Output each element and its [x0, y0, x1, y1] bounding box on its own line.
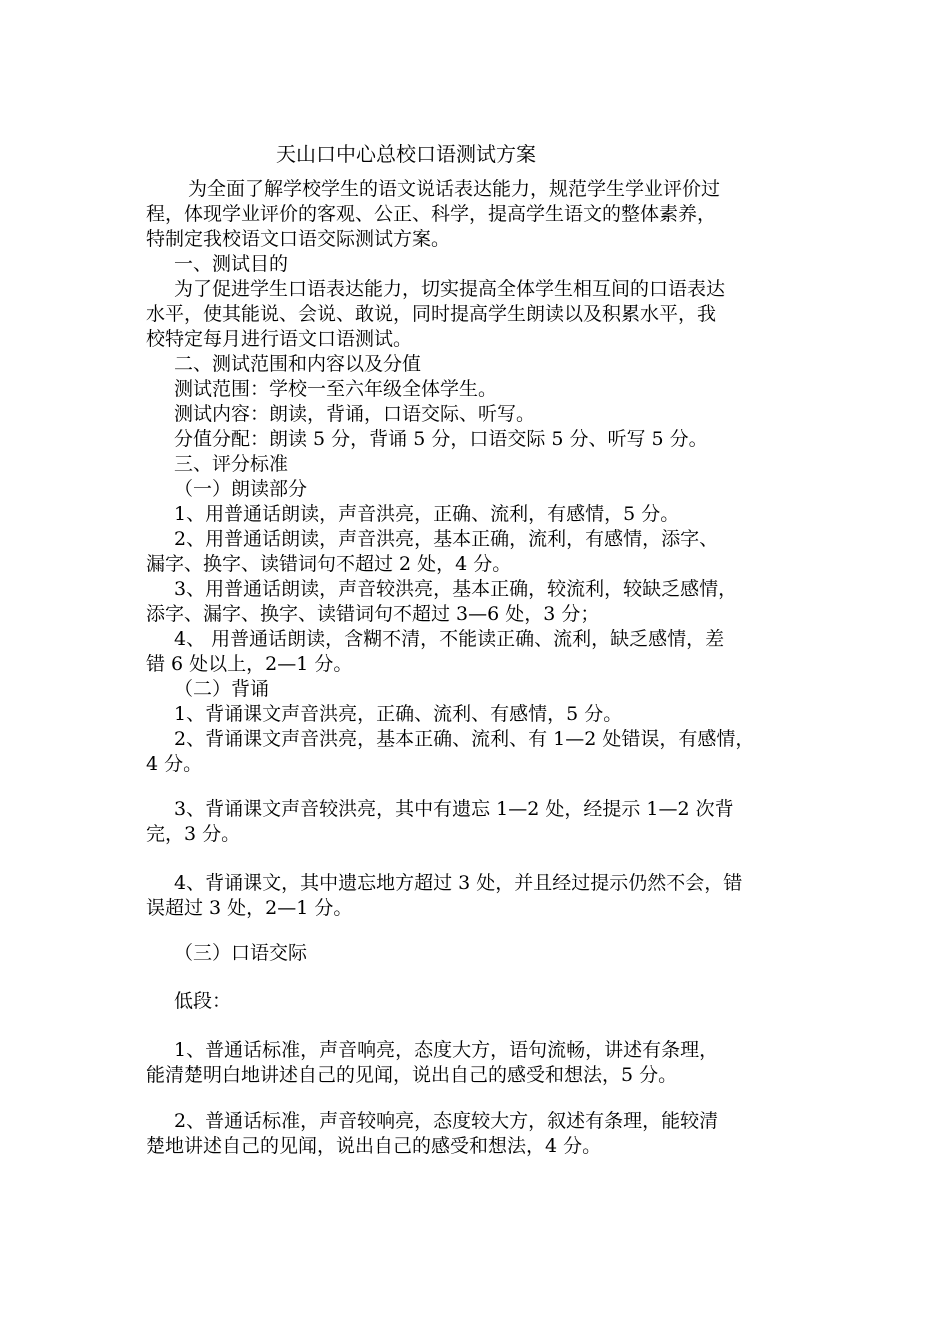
paragraph-line: 误超过 3 处，2—1 分。: [146, 897, 353, 919]
paragraph-line: 4、 用普通话朗读，含糊不清，不能读正确、流利，缺乏感情，差: [174, 628, 725, 650]
paragraph-line: 特制定我校语文口语交际测试方案。: [146, 228, 451, 250]
paragraph-line: 添字、漏字、换字、读错词句不超过 3—6 处，3 分；: [146, 603, 600, 625]
document-title: 天山口中心总校口语测试方案: [276, 142, 536, 166]
paragraph-line: 4 分。: [146, 753, 203, 775]
paragraph-line: 1、普通话标准，声音响亮，态度大方，语句流畅，讲述有条理，: [174, 1039, 719, 1061]
paragraph-line: 楚地讲述自己的见闻，说出自己的感受和想法，4 分。: [146, 1135, 602, 1157]
paragraph-line: 2、背诵课文声音洪亮，基本正确、流利、有 1—2 处错误，有感情，: [174, 728, 755, 750]
section-heading: 三、评分标准: [174, 453, 289, 475]
paragraph-line: 错 6 处以上，2—1 分。: [146, 653, 353, 675]
paragraph-line: 水平，使其能说、会说、敢说，同时提高学生朗读以及积累水平，我: [146, 303, 717, 325]
paragraph-line: 完，3 分。: [146, 823, 241, 845]
paragraph-line: 能清楚明白地讲述自己的见闻，说出自己的感受和想法，5 分。: [146, 1064, 678, 1086]
paragraph-line: 为全面了解学校学生的语文说话表达能力，规范学生学业评价过: [188, 178, 721, 200]
section-heading: 二、测试范围和内容以及分值: [174, 353, 422, 375]
paragraph-line: 4、背诵课文，其中遗忘地方超过 3 处，并且经过提示仍然不会，错: [174, 872, 743, 894]
paragraph-line: 为了促进学生口语表达能力，切实提高全体学生相互间的口语表达: [174, 278, 726, 300]
paragraph-line: 2、普通话标准，声音较响亮，态度较大方，叙述有条理，能较清: [174, 1110, 719, 1132]
paragraph-line: 2、用普通话朗读，声音洪亮，基本正确，流利，有感情，添字、: [174, 528, 719, 550]
subsection-heading: （二）背诵: [174, 678, 270, 700]
subsection-heading: （一）朗读部分: [174, 478, 308, 500]
paragraph-line: 3、用普通话朗读，声音较洪亮，基本正确，较流利，较缺乏感情，: [174, 578, 738, 600]
paragraph-line: 低段：: [174, 990, 232, 1012]
paragraph-line: 程，体现学业评价的客观、公正、科学，提高学生语文的整体素养，: [146, 203, 717, 225]
section-heading: 一、测试目的: [174, 253, 289, 275]
paragraph-line: 测试范围：学校一至六年级全体学生。: [174, 378, 498, 400]
paragraph-line: 分值分配：朗读 5 分，背诵 5 分，口语交际 5 分、听写 5 分。: [174, 428, 708, 450]
paragraph-line: 测试内容：朗读，背诵，口语交际、听写。: [174, 403, 536, 425]
subsection-heading: （三）口语交际: [174, 942, 308, 964]
paragraph-line: 漏字、换字、读错词句不超过 2 处，4 分。: [146, 553, 512, 575]
paragraph-line: 3、背诵课文声音较洪亮，其中有遗忘 1—2 处，经提示 1—2 次背: [174, 798, 734, 820]
paragraph-line: 1、背诵课文声音洪亮，正确、流利、有感情，5 分。: [174, 703, 623, 725]
paragraph-line: 1、用普通话朗读，声音洪亮，正确、流利，有感情，5 分。: [174, 503, 680, 525]
paragraph-line: 校特定每月进行语文口语测试。: [146, 328, 413, 350]
